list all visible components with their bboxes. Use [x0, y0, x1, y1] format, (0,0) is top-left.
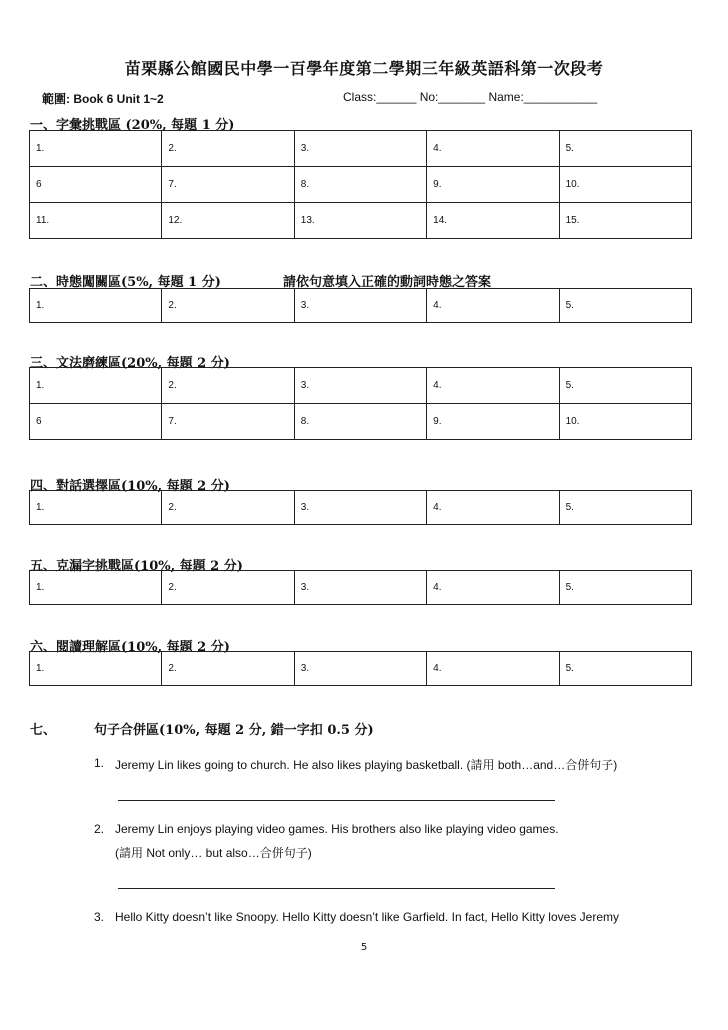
answer-cell[interactable]: 5.	[559, 368, 691, 404]
answer-cell[interactable]: 2.	[162, 131, 294, 167]
answer-cell[interactable]: 5.	[559, 131, 691, 167]
question-text: (請用 Not only… but also…合併句子)	[115, 846, 312, 860]
answer-table	[29, 288, 692, 323]
answer-cell[interactable]: 1.	[30, 131, 162, 167]
answer-table	[29, 651, 692, 686]
answer-cell[interactable]: 7.	[162, 167, 294, 203]
section-number: 七、	[30, 723, 57, 738]
answer-cell[interactable]: 4.	[427, 571, 559, 605]
section-title: 三、文法磨練區(20%, 每題 2 分)	[30, 356, 230, 371]
answer-cell[interactable]: 9.	[427, 167, 559, 203]
answer-cell[interactable]: 2.	[162, 571, 294, 605]
answer-cell[interactable]: 9.	[427, 404, 559, 440]
answer-cell[interactable]: 4.	[427, 131, 559, 167]
table-row	[30, 491, 692, 525]
answer-cell[interactable]: 7.	[162, 404, 294, 440]
section-title: 六、閱讀理解區(10%, 每題 2 分)	[30, 640, 230, 655]
section-title: 四、對話選擇區(10%, 每題 2 分)	[30, 479, 230, 494]
answer-cell[interactable]: 2.	[162, 368, 294, 404]
answer-cell[interactable]: 1.	[30, 368, 162, 404]
answer-cell[interactable]: 8.	[294, 167, 426, 203]
answer-cell[interactable]: 1.	[30, 652, 162, 686]
student-info: Class:______ No:_______ Name:___________	[343, 90, 598, 104]
answer-cell[interactable]: 13.	[294, 203, 426, 239]
question-text: Jeremy Lin likes going to church. He also likes playing basketball. (請用 both…and…合併句子)	[115, 758, 618, 772]
answer-cell[interactable]: 8.	[294, 404, 426, 440]
answer-table	[29, 490, 692, 525]
answer-cell[interactable]: 4.	[427, 652, 559, 686]
question-number: 2.	[94, 822, 105, 836]
answer-cell[interactable]: 3.	[294, 491, 426, 525]
answer-cell[interactable]: 11.	[30, 203, 162, 239]
answer-cell[interactable]: 2.	[162, 491, 294, 525]
page-title: 苗栗縣公館國民中學一百學年度第二學期三年級英語科第一次段考	[124, 59, 604, 78]
answer-cell[interactable]: 10.	[559, 167, 691, 203]
answer-cell[interactable]: 5.	[559, 571, 691, 605]
section-note: 請依句意填入正確的動詞時態之答案	[283, 275, 492, 290]
table-row	[30, 368, 692, 404]
table-row	[30, 167, 692, 203]
answer-cell[interactable]: 6	[30, 404, 162, 440]
answer-cell[interactable]: 2.	[162, 652, 294, 686]
answer-cell[interactable]: 12.	[162, 203, 294, 239]
section-title: 五、克漏字挑戰區(10%, 每題 2 分)	[30, 559, 243, 574]
answer-table	[29, 570, 692, 605]
answer-cell[interactable]: 5.	[559, 289, 691, 323]
table-row	[30, 652, 692, 686]
table-row	[30, 203, 692, 239]
answer-cell[interactable]: 6	[30, 167, 162, 203]
section-title: 二、時態闖關區(5%, 每題 1 分)	[30, 275, 221, 290]
table-row	[30, 289, 692, 323]
answer-cell[interactable]: 14.	[427, 203, 559, 239]
exam-range: 範圍: Book 6 Unit 1~2	[42, 92, 164, 106]
section-title: 一、字彙挑戰區 (20%, 每題 1 分)	[30, 118, 235, 133]
answer-cell[interactable]: 3.	[294, 131, 426, 167]
answer-cell[interactable]: 1.	[30, 491, 162, 525]
question-text: Hello Kitty doesn’t like Snoopy. Hello Kitty doesn’t like Garfield. In fact, Hello Kitty loves Jeremy	[115, 910, 619, 924]
answer-cell[interactable]: 4.	[427, 491, 559, 525]
answer-cell[interactable]: 2.	[162, 289, 294, 323]
question-text: Jeremy Lin enjoys playing video games. His brothers also like playing video games.	[115, 822, 559, 836]
answer-cell[interactable]: 1.	[30, 289, 162, 323]
question-number: 1.	[94, 756, 105, 770]
answer-table	[29, 130, 692, 239]
answer-line[interactable]	[118, 800, 555, 801]
answer-cell[interactable]: 4.	[427, 368, 559, 404]
table-row	[30, 131, 692, 167]
answer-cell[interactable]: 5.	[559, 491, 691, 525]
answer-cell[interactable]: 15.	[559, 203, 691, 239]
section-title: 句子合併區(10%, 每題 2 分, 錯一字扣 0.5 分)	[94, 723, 374, 738]
answer-cell[interactable]: 3.	[294, 368, 426, 404]
answer-cell[interactable]: 4.	[427, 289, 559, 323]
table-row	[30, 571, 692, 605]
answer-cell[interactable]: 3.	[294, 289, 426, 323]
table-row	[30, 404, 692, 440]
answer-cell[interactable]: 1.	[30, 571, 162, 605]
answer-line[interactable]	[118, 888, 555, 889]
answer-cell[interactable]: 5.	[559, 652, 691, 686]
answer-cell[interactable]: 3.	[294, 652, 426, 686]
answer-cell[interactable]: 3.	[294, 571, 426, 605]
answer-cell[interactable]: 10.	[559, 404, 691, 440]
answer-table	[29, 367, 692, 440]
page-number: 5	[360, 942, 368, 953]
question-number: 3.	[94, 910, 105, 924]
